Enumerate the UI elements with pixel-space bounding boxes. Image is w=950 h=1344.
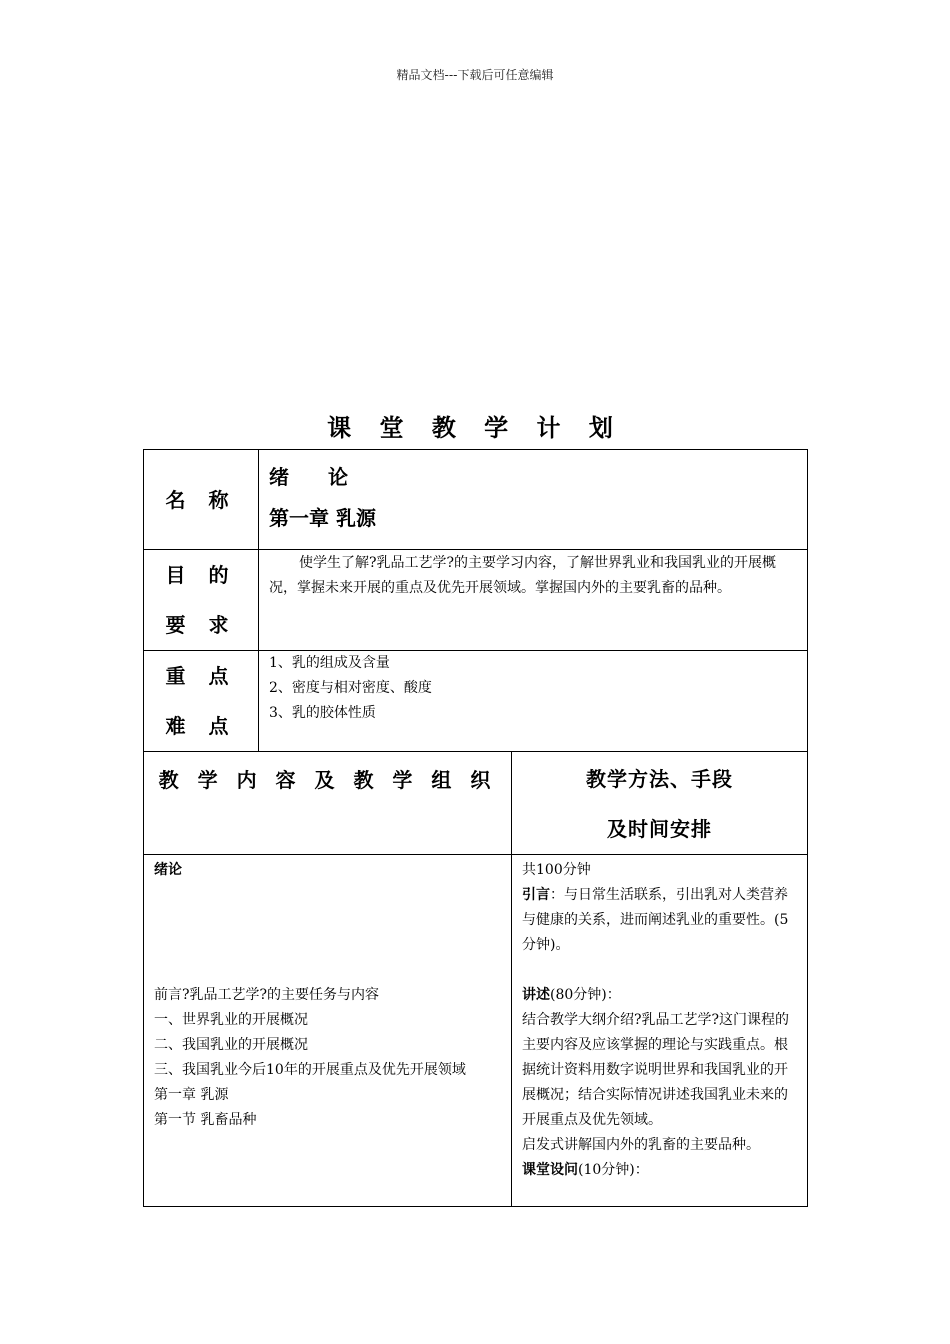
page-title: 课 堂 教 学 计 划 (327, 413, 623, 442)
name-label: 名 称 (144, 450, 259, 550)
name-row (144, 450, 808, 550)
keypoint-item: 1、乳的组成及含量 (269, 655, 390, 671)
objective-row (144, 550, 808, 651)
method-section-header (512, 752, 808, 855)
intro-paragraph (522, 883, 799, 958)
heuristic-text: 启发式讲解国内外的乳畜的主要品种。 (522, 1137, 760, 1153)
content-line: 三、我国乳业今后10年的开展重点及优先开展领域 (154, 1062, 466, 1078)
keypoints-row (144, 651, 808, 752)
spacer (522, 958, 799, 983)
lesson-plan-table (143, 449, 808, 1207)
spacer (154, 883, 501, 983)
question-label: 课堂设问 (522, 1162, 578, 1178)
lecture-time: (80分钟)： (550, 987, 621, 1003)
method-header-line-2: 及时间安排 (607, 817, 712, 841)
name-line-1: 绪 论 (269, 465, 364, 489)
objective-text: 使学生了解?乳品工艺学?的主要学习内容，了解世界乳业和我国乳业的开展概况，掌握未来开展的重点及优先开展领域。掌握国内外的主要乳畜的品种。 (259, 550, 808, 651)
content-cell (144, 855, 512, 1207)
content-heading: 绪论 (154, 862, 182, 878)
content-line: 二、我国乳业的开展概况 (154, 1037, 308, 1053)
objective-label-bottom: 要 求 (165, 613, 237, 637)
keypoints-label (144, 651, 259, 752)
intro-label: 引言 (522, 887, 550, 903)
lecture-label: 讲述 (522, 987, 550, 1003)
keypoint-item: 2、密度与相对密度、酸度 (269, 680, 432, 696)
keypoints-label-top: 重 点 (165, 664, 237, 688)
content-line: 前言?乳品工艺学?的主要任务与内容 (154, 987, 380, 1003)
objective-label (144, 550, 259, 651)
content-section-header: 教 学 内 容 及 教 学 组 织 (144, 752, 512, 855)
keypoints-label-bottom: 难 点 (165, 714, 237, 738)
keypoints-list (259, 651, 808, 752)
content-line: 第一章 乳源 (154, 1087, 229, 1103)
content-row (144, 855, 808, 1207)
section-header-row (144, 752, 808, 855)
objective-label-top: 目 的 (165, 563, 237, 587)
intro-text: ：与日常生活联系，引出乳对人类营养与健康的关系，进而阐述乳业的重要性。(5分钟)。 (522, 887, 789, 953)
lecture-heading (522, 983, 799, 1008)
content-line: 第一节 乳畜品种 (154, 1112, 257, 1128)
method-cell (512, 855, 808, 1207)
name-line-2: 第一章 乳源 (269, 506, 376, 530)
total-time: 共100分钟 (522, 862, 591, 878)
method-header-line-1: 教学方法、手段 (586, 767, 733, 791)
question-time: (10分钟)： (578, 1162, 649, 1178)
header-note: 精品文档---下载后可任意编辑 (396, 68, 554, 82)
name-value (259, 450, 808, 550)
lecture-text: 结合教学大纲介绍?乳品工艺学?这门课程的主要内容及应该掌握的理论与实践重点。根据统计资料用数字说明世界和我国乳业的开展概况；结合实际情况讲述我国乳业未来的开展重点及优先领域。 (522, 1012, 790, 1128)
content-line: 一、世界乳业的开展概况 (154, 1012, 308, 1028)
question-heading (522, 1158, 799, 1183)
keypoint-item: 3、乳的胶体性质 (269, 705, 376, 721)
